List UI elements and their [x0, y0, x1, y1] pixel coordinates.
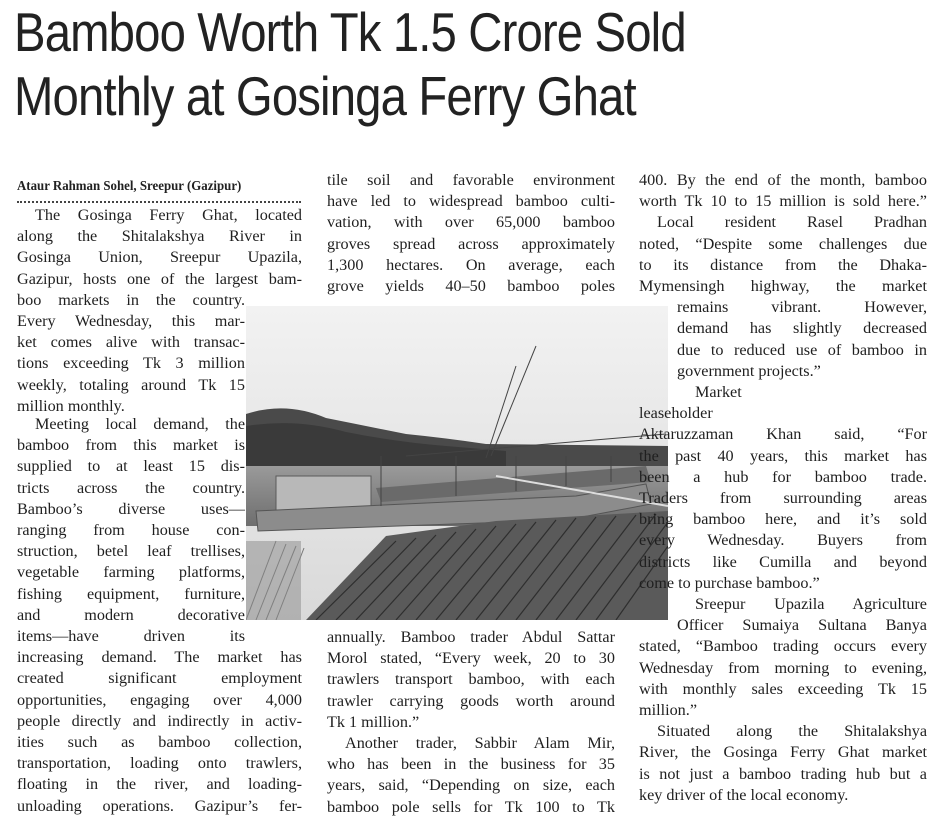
text-line: tile soil and favorable environment [327, 171, 615, 189]
text-line: Officer Sumaiya Sultana Banya [677, 616, 927, 635]
text-line: bamboo pole sells for Tk 100 to Tk [327, 797, 615, 816]
byline: Ataur Rahman Sohel, Sreepur (Gazipur) [17, 179, 242, 194]
text-line: Traders from surrounding areas [639, 489, 927, 508]
headline-line-2: Monthly at Gosinga Ferry Ghat [14, 65, 636, 127]
text-line: supplied to at least 15 dis- [17, 457, 245, 476]
text-line: people directly and indirectly in activ- [17, 711, 302, 730]
text-line: transportation, loading onto trawlers, [17, 754, 302, 773]
text-line: boo markets in the country. [17, 290, 245, 309]
text-line: Situated along the Shitalakshya [657, 722, 927, 741]
text-line: Wednesday from morning to evening, [639, 658, 927, 677]
text-line: and modern decorative [17, 605, 245, 624]
text-line: stated, “Bamboo trading occurs every [639, 637, 927, 656]
text-line: Local resident Rasel Pradhan [657, 213, 927, 232]
text-line: Morol stated, “Every week, 20 to 30 [327, 649, 615, 668]
text-line: Mymensingh highway, the market [639, 277, 927, 296]
text-line: tricts across the country. [17, 478, 245, 497]
text-line: Gazipur, hosts one of the largest bam- [17, 269, 302, 288]
text-line: trawlers transport bamboo, with each [327, 670, 615, 689]
text-line: Aktaruzzaman Khan said, “For [639, 425, 927, 444]
headline-line-1: Bamboo Worth Tk 1.5 Crore Sold [14, 1, 686, 63]
text-line: who has been in the business for 35 [327, 755, 615, 774]
text-line: Gosinga Union, Sreepur Upazila, [17, 248, 302, 267]
text-line: Sreepur Upazila Agriculture [695, 595, 927, 614]
text-line: vegetable farming platforms, [17, 563, 245, 582]
paragraph-intro [17, 205, 302, 417]
text-line: Tk 1 million.” [327, 712, 420, 731]
column-3 [639, 170, 927, 806]
text-line: items—have driven its [17, 627, 245, 646]
text-line: weekly, totaling around Tk 15 [17, 375, 245, 394]
text-line: along the Shitalakshya River in [17, 227, 302, 246]
text-line: tions exceeding Tk 3 million [17, 354, 245, 373]
text-line: remains vibrant. However, [677, 298, 927, 317]
column-1-bottom [17, 414, 302, 817]
text-line: been a hub for bamboo trade. [639, 467, 927, 486]
text-line: Every Wednesday, this mar- [17, 312, 245, 331]
text-line: to its distance from the Dhaka- [639, 255, 927, 274]
text-line: government projects.” [677, 361, 821, 380]
text-line: 400. By the end of the month, bamboo [639, 171, 927, 189]
text-line: ket comes alive with transac- [17, 333, 245, 352]
text-line: The Gosinga Ferry Ghat, located [35, 206, 302, 224]
text-line: groves spread across approximately [327, 234, 615, 253]
text-line: struction, betel leaf trellises, [17, 542, 245, 561]
text-line: noted, “Despite some challenges due [639, 234, 927, 253]
byline-divider [17, 201, 301, 203]
text-line: vation, with over 65,000 bamboo [327, 213, 615, 232]
text-line: districts like Cumilla and beyond [639, 552, 927, 571]
text-line: Bamboo’s diverse uses— [17, 499, 245, 518]
text-line: created significant employment [17, 669, 302, 688]
text-line: fishing equipment, furniture, [17, 584, 245, 603]
text-line: every Wednesday. Buyers from [639, 531, 927, 550]
text-line: worth Tk 10 to 15 million is sold here.” [639, 192, 927, 211]
text-line: Another trader, Sabbir Alam Mir, [345, 734, 615, 753]
text-line: 1,300 hectares. On average, each [327, 255, 615, 274]
text-line: ities such as bamboo collection, [17, 733, 302, 752]
text-line: increasing demand. The market has [17, 648, 302, 667]
text-line: years, said, “Depending on size, each [327, 776, 615, 795]
text-line: bamboo from this market is [17, 436, 245, 455]
column-2-bottom [327, 627, 615, 818]
text-line: the past 40 years, this market has [639, 446, 927, 465]
text-line: million.” [639, 701, 697, 720]
text-line: demand has slightly decreased [677, 319, 927, 338]
text-line: Market leaseholder [639, 383, 742, 423]
text-line: unloading operations. Gazipur’s fer- [17, 796, 302, 815]
text-line: have led to widespread bamboo culti- [327, 192, 615, 211]
text-line: floating in the river, and loading- [17, 775, 302, 794]
text-line: bring bamboo here, and it’s sold [639, 510, 927, 529]
text-line: due to reduced use of bamboo in [677, 340, 927, 359]
text-line: trawler carrying goods worth around [327, 691, 615, 710]
text-line: is not just a bamboo trading hub but a [639, 764, 927, 783]
text-line: Meeting local demand, the [35, 415, 245, 433]
column-2-top [327, 170, 615, 297]
headline [14, 0, 801, 128]
text-line: ranging from house con- [17, 521, 245, 540]
text-line: million monthly. [17, 396, 125, 415]
column-1-top [17, 205, 302, 417]
text-line: with monthly sales exceeding Tk 15 [639, 679, 927, 698]
article-photo-bamboo-ghat [246, 306, 668, 620]
text-line: key driver of the local economy. [639, 785, 849, 804]
text-line: come to purchase bamboo.” [639, 573, 820, 592]
text-line: River, the Gosinga Ferry Ghat market [639, 743, 927, 762]
text-line: grove yields 40–50 bamboo poles [327, 277, 615, 296]
text-line: opportunities, engaging over 4,000 [17, 690, 302, 709]
text-line: annually. Bamboo trader Abdul Sattar [327, 628, 615, 646]
